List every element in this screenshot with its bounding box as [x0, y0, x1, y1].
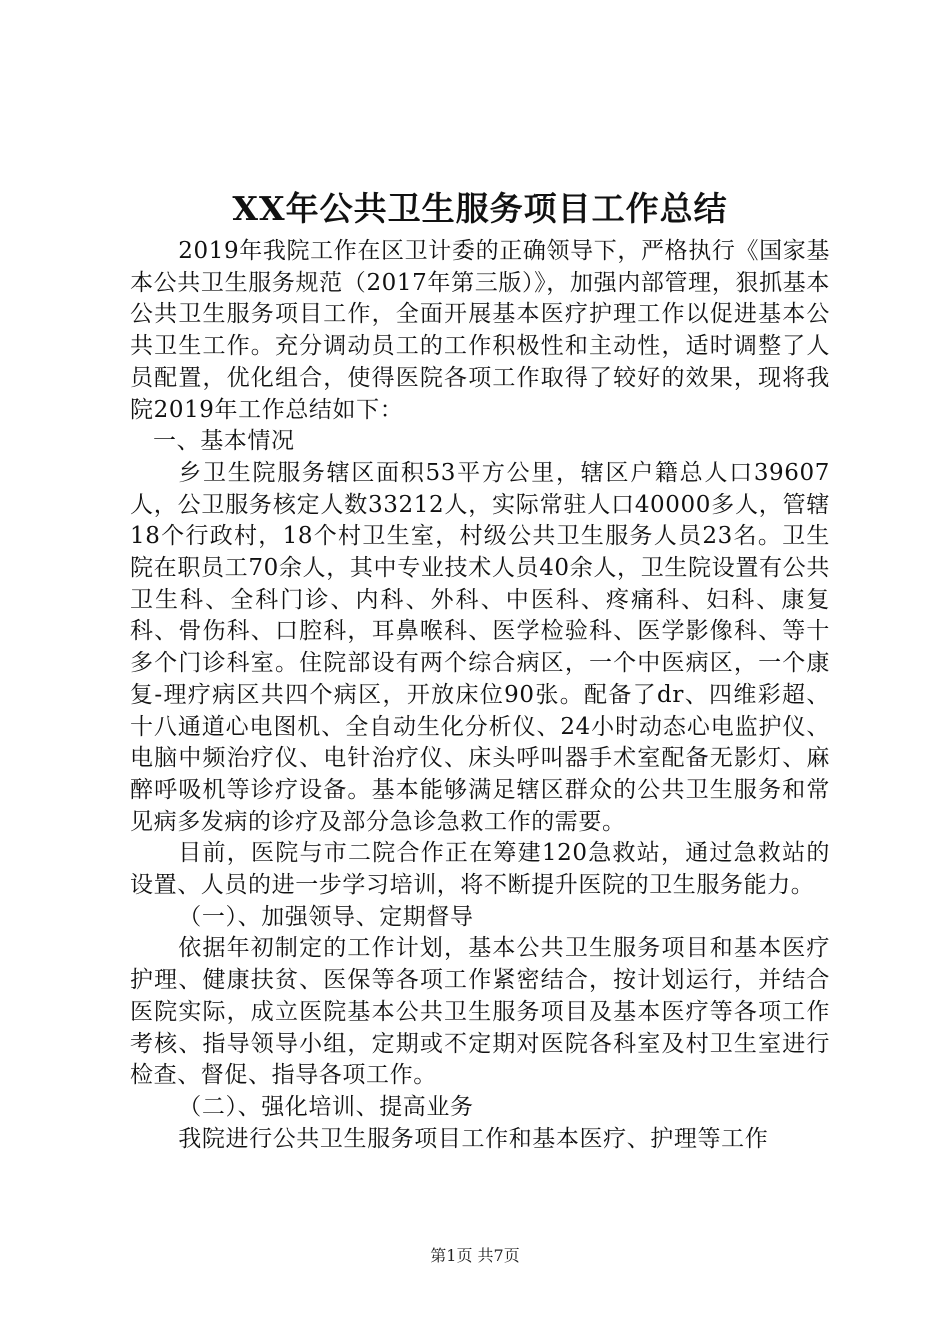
page-footer: 第1页 共7页: [430, 1246, 520, 1265]
subsection-heading-training: （二）、强化培训、提高业务: [178, 1093, 474, 1120]
training-paragraph: 我院进行公共卫生服务项目工作和基本医疗、护理等工作: [178, 1125, 769, 1152]
intro-paragraph: 2019年我院工作在区卫计委的正确领导下，严格执行《国家基本公共卫生服务规范（2017年第三版）》，加强内部管理，狠抓基本公共卫生服务项目工作，全面开展基本医疗护理工作以促进基本公共卫生工作。充分调动员工的工作积极性和主动性，适时调整了人员配置，优化组合，使得医院各项工作取得了较好的效果，现将我院2019年工作总结如下：: [130, 238, 830, 423]
leadership-paragraph: 依据年初制定的工作计划，基本公共卫生服务项目和基本医疗护理、健康扶贫、医保等各项工作紧密结合，按计划运行，并结合医院实际，成立医院基本公共卫生服务项目及基本医疗等各项工作考核、指导领导小组，定期或不定期对医院各科室及村卫生室进行检查、督促、指导各项工作。: [130, 935, 830, 1089]
document-page: [130, 0, 830, 1344]
document-title: XX年公共卫生服务项目工作总结: [232, 189, 728, 228]
subsection-heading-leadership: （一）、加强领导、定期督导: [178, 903, 474, 930]
emergency-station-paragraph: 目前，医院与市二院合作正在筹建120急救站，通过急救站的设置、人员的进一步学习培训，将不断提升医院的卫生服务能力。: [130, 840, 830, 899]
document-body: [130, 236, 830, 1155]
basic-situation-paragraph: 乡卫生院服务辖区面积53平方公里，辖区户籍总人口39607人，公卫服务核定人数33212人，实际常驻人口40000多人，管辖18个行政村，18个村卫生室，村级公共卫生服务人员23名。卫生院在职员工70余人，其中专业技术人员40余人，卫生院设置有公共卫生科、全科门诊、内科、外科、中医科、疼痛科、妇科、康复科、骨伤科、口腔科，耳鼻喉科、医学检验科、医学影像科、等十多个门诊科室。住院部设有两个综合病区，一个中医病区，一个康复-理疗病区共四个病区，开放床位90张。配备了dr、四维彩超、十八通道心电图机、全自动生化分析仪、24小时动态心电监护仪、电脑中频治疗仪、电针治疗仪、床头呼叫器手术室配备无影灯、麻醉呼吸机等诊疗设备。基本能够满足辖区群众的公共卫生服务和常见病多发病的诊疗及部分急诊急救工作的需要。: [130, 459, 830, 835]
section-heading-basic-situation: 一、基本情况: [153, 428, 295, 455]
